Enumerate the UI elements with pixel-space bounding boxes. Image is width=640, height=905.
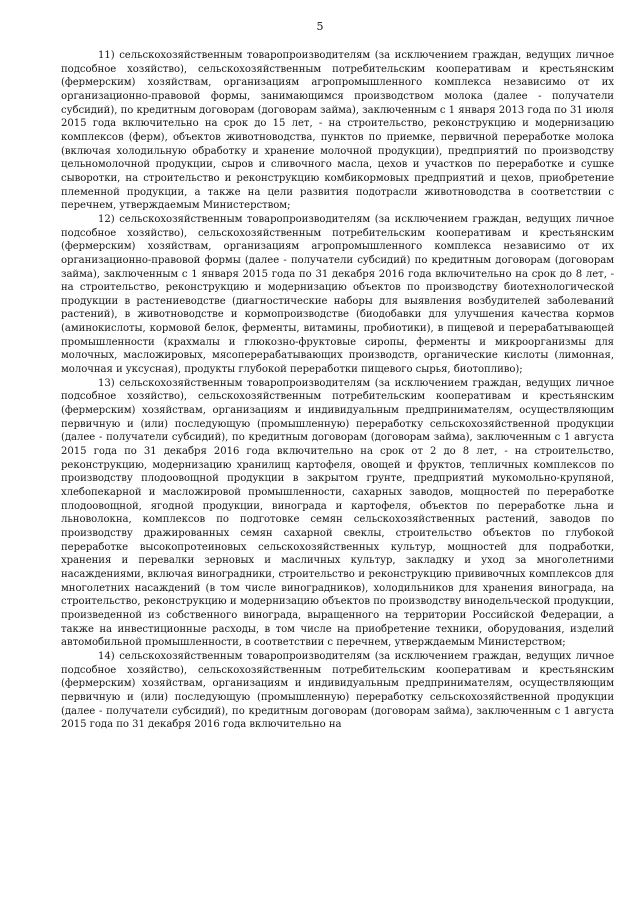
- paragraph-item-11: 11) сельскохозяйственным товаропроизводителям (за исключением граждан, ведущих личное подсобное хозяйство), сельскохозяйственным потребительским кооперативам и крестьянским (фермерским) хозяйствам, организациям агропромышленного комплекса независимо от их организационно-правовой формы, занимающимся производством молока (далее - получатели субсидий), по кредитным договорам (договорам займа), заключенным с 1 января 2013 года по 31 июля 2015 года включительно на срок до 15 лет, - на строительство, реконструкцию и модернизацию комплексов (ферм), объектов животноводства, пунктов по приемке, первичной переработке молока (включая холодильную обработку и хранение молочной продукции), предприятий по производству цельномолочной продукции, сыров и сливочного масла, цехов и участков по переработке и сушке сыворотки, на строительство и реконструкцию комбикормовых предприятий и цехов, приобретение племенной продукции, а также на цели развития подотрасли животноводства в соответствии с перечнем, утверждаемым Министерством;: [61, 50, 614, 212]
- paragraph-item-13: 13) сельскохозяйственным товаропроизводителям (за исключением граждан, ведущих личное подсобное хозяйство), сельскохозяйственным потребительским кооперативам и крестьянским (фермерским) хозяйствам, организациям и индивидуальным предпринимателям, осуществляющим первичную и (или) последующую (промышленную) переработку сельскохозяйственной продукции (далее - получатели субсидий), по кредитным договорам (договорам займа), заключенным с 1 августа 2015 года по 31 декабря 2016 года включительно на срок от 2 до 8 лет, - на строительство, реконструкцию, модернизацию хранилищ картофеля, овощей и фруктов, тепличных комплексов по производству плодоовощной продукции в закрытом грунте, предприятий мукомольно-крупяной, хлебопекарной и масложировой промышленности, сахарных заводов, мощностей по переработке плодоовощной, ягодной продукции, винограда и картофеля, объектов по переработке льна и льноволокна, комплексов по подготовке семян сельскохозяйственных растений, заводов по производству дражированных семян сахарной свеклы, строительство объектов по глубокой переработке высокопротеиновых сельскохозяйственных культур, мощностей для подработки, хранения и перевалки зерновых и масличных культур, закладку и уход за многолетними насаждениями, включая виноградники, строительство и реконструкцию прививочных комплексов для многолетних насаждений (в том числе виноградников), холодильников для хранения винограда, на строительство, реконструкцию и модернизацию объектов по производству винодельческой продукции, произведенной из собственного винограда, выращенного на территории Российской Федерации, а также на инвестиционные расходы, в том числе на приобретение техники, оборудования, изделий автомобильной промышленности, в соответствии с перечнем, утверждаемым Министерством;: [61, 377, 614, 649]
- document-body: [61, 49, 614, 732]
- page-number: 5: [316, 20, 324, 33]
- paragraph-item-12: 12) сельскохозяйственным товаропроизводителям (за исключением граждан, ведущих личное подсобное хозяйство), сельскохозяйственным потребительским кооперативам и крестьянским (фермерским) хозяйствам, организациям агропромышленного комплекса независимо от их организационно-правовой формы (далее - получатели субсидий) по кредитным договорам (договорам займа), заключенным с 1 января 2015 года по 31 декабря 2016 года включительно на срок до 8 лет, - на строительство, реконструкцию и модернизацию объектов по производству биотехнологической продукции в растениеводстве (диагностические наборы для выявления возбудителей заболеваний растений), в животноводстве и кормопроизводстве (биодобавки для улучшения качества кормов (аминокислоты, кормовой белок, ферменты, витамины, пробиотики), в пищевой и перерабатывающей промышленности (крахмалы и глюкозно-фруктовые сиропы, ферменты и микроорганизмы для молочных, масложировых, мясоперерабатывающих производств, органические кислоты (лимонная, молочная и уксусная), продукты глубокой переработки пищевого сырья, биотопливо);: [61, 213, 614, 376]
- paragraph-item-14: 14) сельскохозяйственным товаропроизводителям (за исключением граждан, ведущих личное подсобное хозяйство), сельскохозяйственным потребительским кооперативам и крестьянским (фермерским) хозяйствам, организациям и индивидуальным предпринимателям, осуществляющим первичную и (или) последующую (промышленную) переработку сельскохозяйственной продукции (далее - получатели субсидий), по кредитным договорам (договорам займа), заключенным с 1 августа 2015 года по 31 декабря 2016 года включительно на: [61, 650, 614, 731]
